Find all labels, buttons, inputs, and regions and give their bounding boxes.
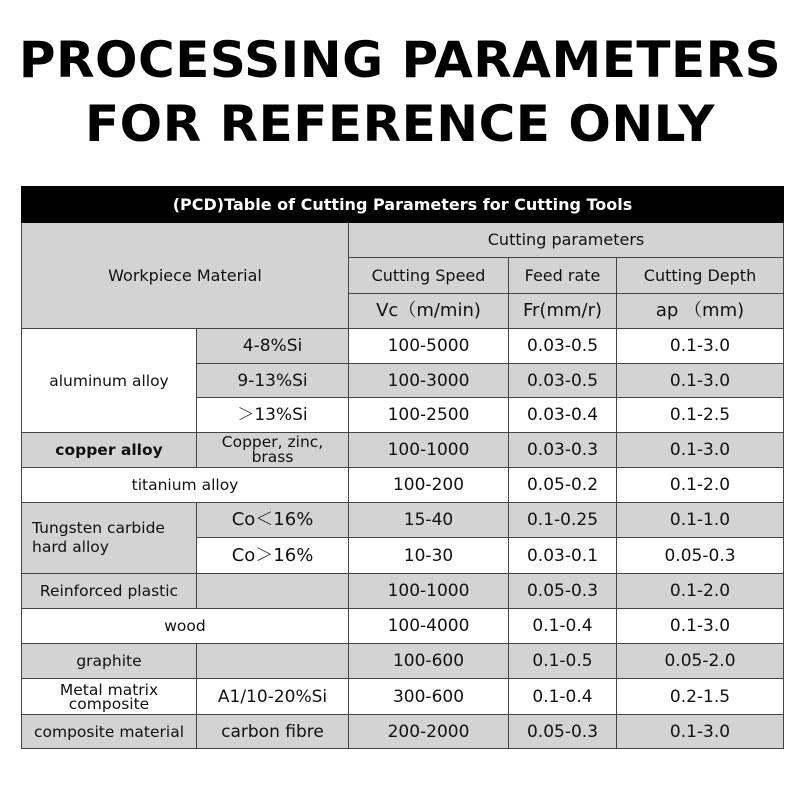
headline-line-1: PROCESSING PARAMETERS: [18, 31, 782, 89]
table-row: [22, 574, 784, 609]
sub-material: Co＞16%: [197, 538, 349, 574]
feed-cell: 0.1-0.5: [509, 644, 617, 679]
depth-cell: 0.2-1.5: [617, 679, 784, 715]
cutting-depth-header: Cutting Depth: [617, 258, 784, 294]
feed-cell: 0.03-0.1: [509, 538, 617, 574]
material-metal-matrix-composite: Metal matrix composite: [22, 679, 197, 715]
material-titanium-alloy: titanium alloy: [22, 468, 349, 503]
table-row: [22, 503, 784, 538]
sub-material-empty: [197, 644, 349, 679]
depth-cell: 0.1-1.0: [617, 503, 784, 538]
feed-cell: 0.03-0.4: [509, 398, 617, 433]
material-aluminum-alloy: aluminum alloy: [22, 329, 197, 433]
material-tungsten-carbide: Tungsten carbide hard alloy: [22, 503, 197, 574]
table-row: [22, 715, 784, 749]
table-row: [22, 468, 784, 503]
speed-cell: 100-600: [349, 644, 509, 679]
speed-cell: 10-30: [349, 538, 509, 574]
cutting-parameters-table: [21, 186, 784, 749]
depth-cell: 0.1-3.0: [617, 715, 784, 749]
speed-cell: 100-1000: [349, 574, 509, 609]
material-wood: wood: [22, 609, 349, 644]
table-row: [22, 433, 784, 468]
feed-cell: 0.05-0.3: [509, 574, 617, 609]
feed-cell: 0.05-0.3: [509, 715, 617, 749]
feed-cell: 0.03-0.5: [509, 329, 617, 364]
sub-material: 9-13%Si: [197, 364, 349, 398]
speed-cell: 100-4000: [349, 609, 509, 644]
table-row: [22, 679, 784, 715]
material-graphite: graphite: [22, 644, 197, 679]
depth-cell: 0.05-0.3: [617, 538, 784, 574]
header-row-1: [22, 223, 784, 258]
table-title-row: [22, 187, 784, 223]
workpiece-material-header: Workpiece Material: [22, 223, 349, 329]
material-composite: composite material: [22, 715, 197, 749]
speed-cell: 15-40: [349, 503, 509, 538]
depth-cell: 0.1-3.0: [617, 329, 784, 364]
cutting-parameters-table-wrapper: [21, 186, 784, 749]
table-row: [22, 609, 784, 644]
speed-cell: 100-5000: [349, 329, 509, 364]
cutting-parameters-header: Cutting parameters: [349, 223, 784, 258]
sub-material: A1/10-20%Si: [197, 679, 349, 715]
depth-cell: 0.1-2.0: [617, 468, 784, 503]
depth-cell: 0.05-2.0: [617, 644, 784, 679]
sub-material: Copper, zinc, brass: [197, 433, 349, 468]
speed-cell: 100-2500: [349, 398, 509, 433]
depth-cell: 0.1-3.0: [617, 433, 784, 468]
feed-rate-header: Feed rate: [509, 258, 617, 294]
cutting-speed-header: Cutting Speed: [349, 258, 509, 294]
feed-cell: 0.03-0.5: [509, 364, 617, 398]
depth-cell: 0.1-3.0: [617, 609, 784, 644]
table-title: (PCD)Table of Cutting Parameters for Cutting Tools: [22, 187, 784, 223]
headline-line-2: FOR REFERENCE ONLY: [85, 95, 715, 153]
speed-cell: 100-1000: [349, 433, 509, 468]
page-headline: [0, 28, 800, 156]
table-row: [22, 644, 784, 679]
speed-cell: 300-600: [349, 679, 509, 715]
depth-cell: 0.1-3.0: [617, 364, 784, 398]
speed-cell: 100-200: [349, 468, 509, 503]
feed-cell: 0.03-0.3: [509, 433, 617, 468]
feed-cell: 0.1-0.25: [509, 503, 617, 538]
material-reinforced-plastic: Reinforced plastic: [22, 574, 197, 609]
depth-cell: 0.1-2.5: [617, 398, 784, 433]
cutting-speed-unit: Vc（m/min): [349, 294, 509, 329]
sub-material-empty: [197, 574, 349, 609]
feed-rate-unit: Fr(mm/r): [509, 294, 617, 329]
material-copper-alloy: copper alloy: [22, 433, 197, 468]
feed-cell: 0.1-0.4: [509, 679, 617, 715]
sub-material: Co＜16%: [197, 503, 349, 538]
sub-material: ＞13%Si: [197, 398, 349, 433]
feed-cell: 0.05-0.2: [509, 468, 617, 503]
speed-cell: 100-3000: [349, 364, 509, 398]
sub-material: carbon fibre: [197, 715, 349, 749]
depth-cell: 0.1-2.0: [617, 574, 784, 609]
sub-material: 4-8%Si: [197, 329, 349, 364]
cutting-depth-unit: ap （mm): [617, 294, 784, 329]
feed-cell: 0.1-0.4: [509, 609, 617, 644]
table-row: [22, 329, 784, 364]
speed-cell: 200-2000: [349, 715, 509, 749]
